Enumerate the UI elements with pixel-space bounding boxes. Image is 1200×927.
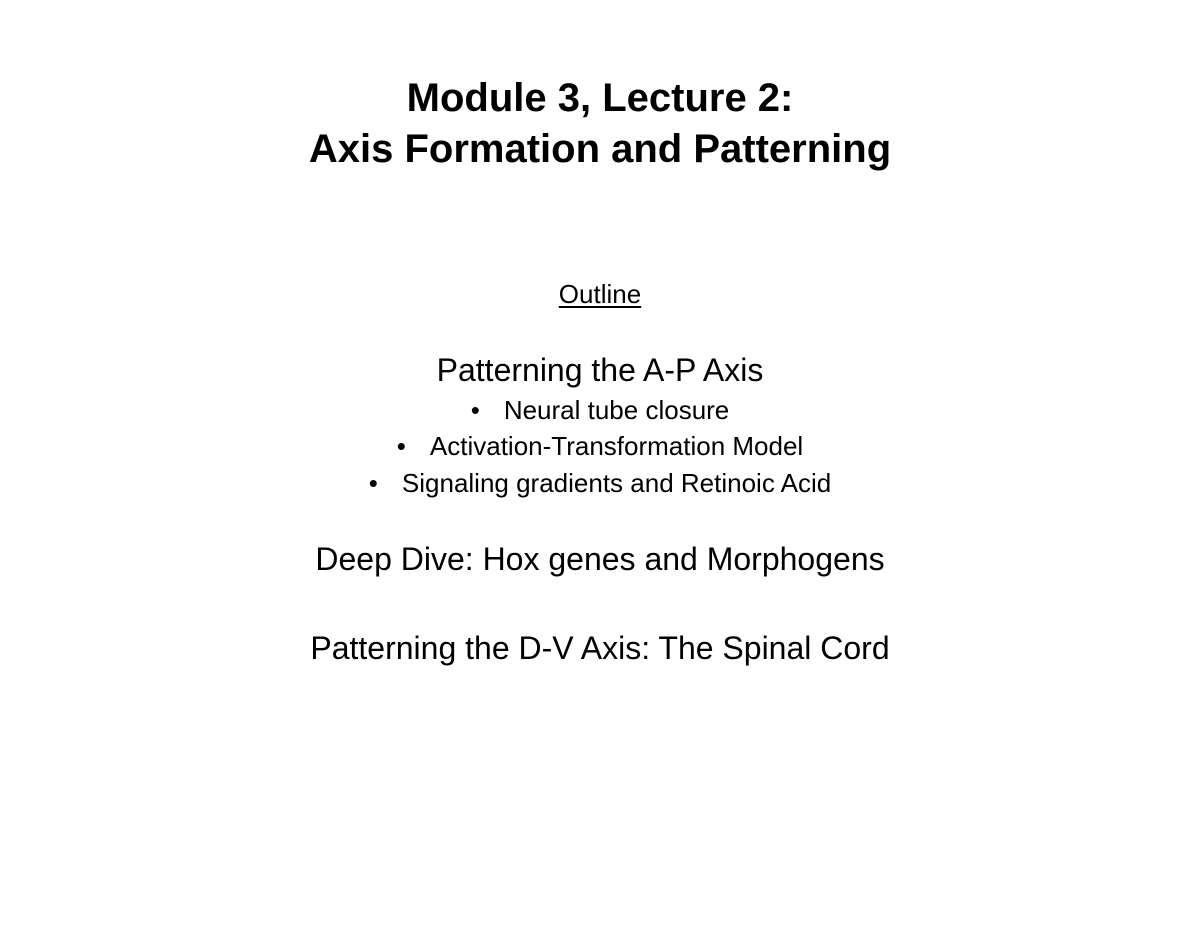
slide-title-line-1: Module 3, Lecture 2: — [406, 76, 794, 120]
section-heading-deep-dive: Deep Dive: Hox genes and Morphogens — [315, 541, 885, 577]
bullet-icon: • — [368, 468, 378, 498]
bullet-icon: • — [470, 395, 480, 425]
bullet-item — [0, 470, 1200, 496]
bullet-text: Signaling gradients and Retinoic Acid — [401, 468, 832, 498]
bullet-icon: • — [396, 431, 406, 461]
bullet-item — [0, 433, 1200, 459]
slide-title-line-2: Axis Formation and Patterning — [308, 127, 892, 171]
outline-heading: Outline — [558, 279, 642, 309]
bullet-text: Activation-Transformation Model — [429, 431, 804, 461]
bullet-text: Neural tube closure — [503, 395, 730, 425]
bullet-item — [0, 397, 1200, 423]
section-heading-dv-axis: Patterning the D-V Axis: The Spinal Cord — [310, 630, 890, 666]
section-heading-ap-axis: Patterning the A-P Axis — [436, 352, 764, 388]
